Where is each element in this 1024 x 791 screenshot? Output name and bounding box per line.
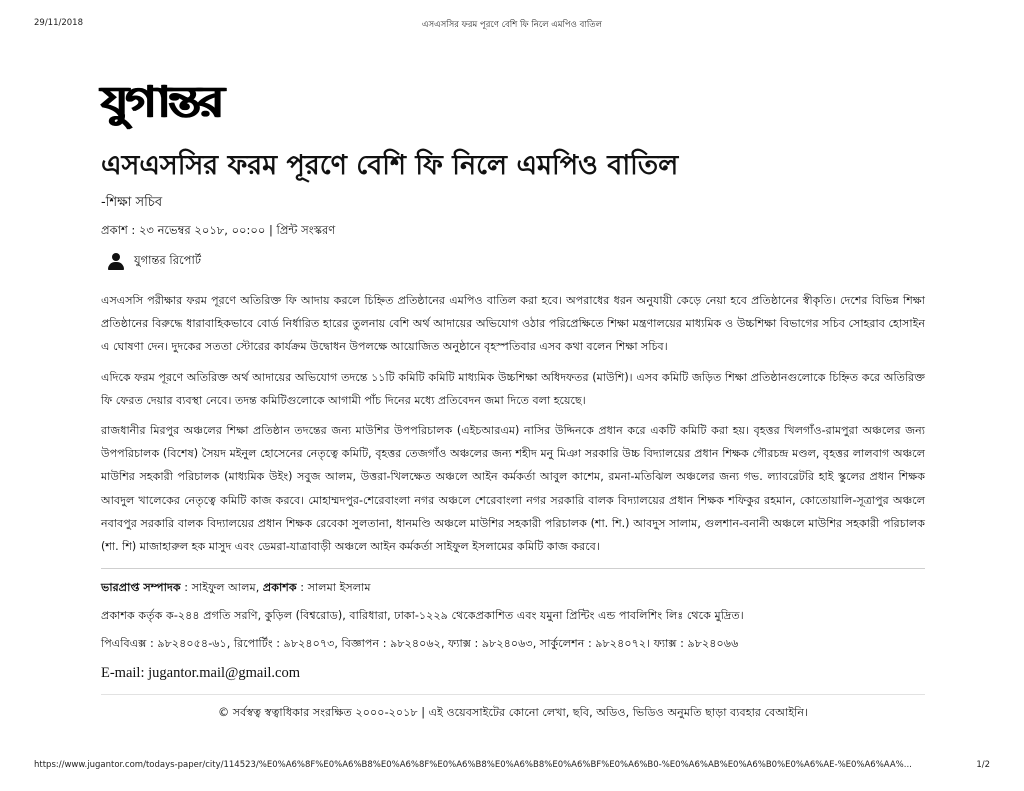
print-page-title: এসএসসির ফরম পূরণে বেশি ফি নিলে এমপিও বাতিল — [422, 20, 602, 30]
publisher-info — [101, 580, 925, 652]
article-paragraph: এসএসসি পরীক্ষার ফরম পূরণে অতিরিক্ত ফি আদায় করলে চিহ্নিত প্রতিষ্ঠানের এমপিও বাতিল করা হবে। অপরাধের ধরন অনুযায়ী কেড়ে নেয়া হবে প্রতিষ্ঠানের স্বীকৃতি। দেশের বিভিন্ন শিক্ষা প্রতিষ্ঠানের বিরুদ্ধে ধারাবাহিকভাবে বোর্ড নির্ধারিত হারের তুলনায় বেশি অর্থ আদায়ের অভিযোগ ওঠার পরিপ্রেক্ষিতে শিক্ষা মন্ত্রণালয়ের মাধ্যমিক ও উচ্চশিক্ষা বিভাগের সচিব সোহরাব হোসাইন এ ঘোষণা দেন। দুদকের সততা স্টোরের কার্যক্রম উদ্বোধন উপলক্ষে আয়োজিত অনুষ্ঠানে বৃহস্পতিবার এসব কথা বলেন শিক্ষা সচিব। — [101, 294, 925, 354]
article-container — [101, 78, 925, 721]
reporter-byline — [101, 252, 925, 270]
copyright-notice: © সর্বস্বত্ব স্বত্বাধিকার সংরক্ষিত ২০০০-২০১৮ | এই ওয়েবসাইটের কোনো লেখা, ছবি, অডিও, ভিডিও অনুমতি ছাড়া ব্যবহার বেআইনি। — [101, 694, 925, 721]
print-date: 29/11/2018 — [34, 18, 83, 28]
article-paragraph: রাজধানীর মিরপুর অঞ্চলের শিক্ষা প্রতিষ্ঠান তদন্তের জন্য মাউশির উপপরিচালক (এইচআরএম) নাসির উদ্দিনকে প্রধান করে একটি কমিটি করা হয়। বৃহত্তর খিলগাঁও-রামপুরা অঞ্চলের জন্য উপপরিচালক (বিশেষ) সৈয়দ মইনুল হোসেনের নেতৃত্বে কমিটি, বৃহত্তর তেজগাঁও অঞ্চলের জন্য শহীদ মনু মিঞা সরকারি উচ্চ বিদ্যালয়ের প্রধান শিক্ষক গৌরচন্দ্র মণ্ডল, বৃহত্তর লালবাগ অঞ্চলে মাউশির সহকারী পরিচালক (মাধ্যমিক উইং) সবুজ আলম, উত্তরা-খিলক্ষেত অঞ্চলে আইন কর্মকর্তা আবুল কাশেম, রমনা-মতিঝিল অঞ্চলের জন্য গভ. ল্যাবরেটরি হাই স্কুলের প্রধান শিক্ষক আবদুল খালেকের নেতৃত্বে কমিটি কাজ করবে। মোহাম্মদপুর-শেরেবাংলা নগর অঞ্চলে শেরেবাংলা নগর সরকারি বালক বিদ্যালয়ের প্রধান শিক্ষক শফিকুর রহমান, কোতোয়ালি-সূত্রাপুর অঞ্চলে নবাবপুর সরকারি বালক বিদ্যালয়ের প্রধান শিক্ষক রেবেকা সুলতানা, ধানমণ্ডি অঞ্চলে মাউশির সহকারী পরিচালক (শা. শি.) আবদুস সালাম, গুলশান-বনানী অঞ্চলে মাউশির সহকারী পরিচালক (শা. শি) মাজাহারুল হক মাসুদ এবং ডেমরা-যাত্রাবাড়ী অঞ্চলে আইন কর্মকর্তা সাইফুল ইসলামের কমিটি কাজ করবে। — [101, 424, 925, 554]
publish-meta: প্রকাশ : ২৩ নভেম্বর ২০১৮, ০০:০০ | প্রিন্ট সংস্করণ — [101, 223, 336, 237]
reporter-name: যুগান্তর রিপোর্ট — [134, 252, 202, 267]
logo-text: যুগান্তর — [101, 76, 222, 128]
publisher-address: প্রকাশক কর্তৃক ক-২৪৪ প্রগতি সরণি, কুড়িল (বিশ্বরোড), বারিধারা, ঢাকা-১২২৯ থেকেপ্রকাশিত এবং যমুনা প্রিন্টিং এন্ড পাবলিশিং লিঃ থেকে মুদ্রিত। — [101, 609, 744, 623]
contact-phones: পিএবিএক্স : ৯৮২৪০৫৪-৬১, রিপোর্টিং : ৯৮২৪০৭৩, বিজ্ঞাপন : ৯৮২৪০৬২, ফ্যাক্স : ৯৮২৪০৬৩, সার্কুলেশন : ৯৮২৪০৭২। ফ্যাক্স : ৯৮২৪০৬৬ — [101, 637, 739, 651]
article-headline: এসএসসির ফরম পূরণে বেশি ফি নিলে এমপিও বাতিল — [101, 150, 679, 181]
footer-divider — [101, 568, 925, 569]
user-icon — [108, 253, 124, 270]
print-url[interactable]: https://www.jugantor.com/todays-paper/city/114523/%E0%A6%8F%E0%A6%B8%E0%A6%8F%E0%A6%B8%E0%A6%B8%E0%A6%BF%E0%A6%B0-%E0%A6%AB%E0%A6%B0%E0%A6%AE-%E0%A6%AA%... — [34, 760, 912, 770]
editor-name: : সাইফুল আলম, — [180, 581, 263, 595]
article-paragraph: এদিকে ফরম পূরণে অতিরিক্ত অর্থ আদায়ের অভিযোগ তদন্তে ১১টি কমিটি কমিটি মাধ্যমিক উচ্চশিক্ষা অধিদফতর (মাউশি)। এসব কমিটি জড়িত শিক্ষা প্রতিষ্ঠানগুলোকে চিহ্নিত করে অতিরিক্ত ফি ফেরত দেয়ার ব্যবস্থা নেবে। তদন্ত কমিটিগুলোকে আগামী পাঁচ দিনের মধ্যে প্রতিবেদন জমা দিতে বলা হয়েছে। — [101, 370, 925, 407]
publisher-name: : সালমা ইসলাম — [296, 581, 371, 595]
editor-line — [101, 580, 925, 596]
jugantor-logo[interactable] — [101, 78, 925, 126]
article-body — [101, 289, 925, 558]
page-number: 1/2 — [976, 760, 990, 770]
article-subhead: -শিক্ষা সচিব — [101, 195, 163, 210]
print-header — [34, 18, 990, 32]
contact-email[interactable]: E-mail: jugantor.mail@gmail.com — [101, 665, 300, 682]
editor-label: ভারপ্রাপ্ত সম্পাদক — [101, 581, 181, 595]
publisher-label: প্রকাশক — [262, 581, 297, 595]
